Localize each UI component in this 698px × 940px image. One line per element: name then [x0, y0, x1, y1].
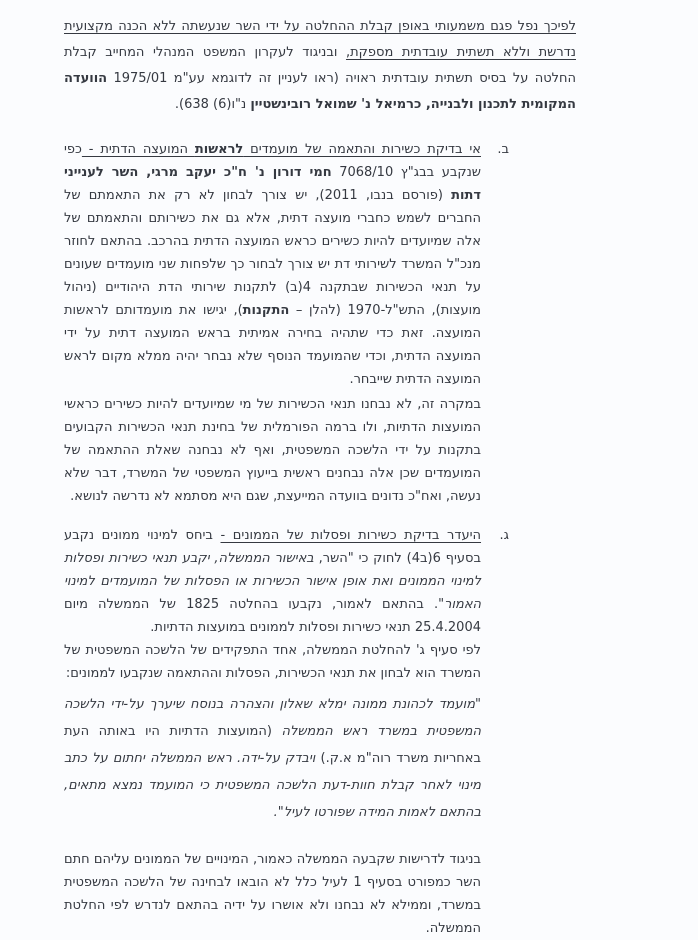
- text-run: התקנות: [242, 303, 290, 318]
- text-run: לפי סעיף ג' להחלטת הממשלה, אחד התפקידים של הלשכה המשפטית של המשרד הוא לבחון את תנאי הכשירות, הפסלות וההתאמה שנקבעו לממונים:: [64, 643, 481, 681]
- section-gimel: [64, 524, 509, 639]
- text-run: ), יגישו את מועמדותם לראשות המועצה. זאת כדי שתהיה בחירה אמיתית בראש המועצה דתית על ידי המועצה הדתית, וכדי שהמועמד הנוסף שלא נבחר יהיה ממלא מקום לראש המועצה הדתית שייבחר.: [64, 303, 481, 387]
- document-body: [64, 14, 576, 940]
- text-run: ביחס למינוי ממונים נקבע בסעיף 6(ב4) לחוק כי "השר,: [64, 528, 481, 566]
- text-run: חמי דורון נ' ח"כ יעקב מרגי, השר לענייני דתות: [64, 165, 481, 203]
- section-bet: [64, 138, 509, 391]
- text-run: לראשות: [194, 142, 244, 157]
- text-run: (פורסם בנבו, 2011), יש צורך לבחון לא רק את התאמתם של החברים לשמש כחברי מועצה דתית, אלא גם את כשירותם והתאמתם של אלה שמיועדים להיות כשירים כראש המועצה הדתית בהרכב. בהתאם לחוזר מנכ"ל המשרד לשירותי דת יש צורך לבחור כך שלפחות שני מועמדים שעונים על תנאי הכשירות שבתקנה 4(ב) לתקנות שירותי הדת היהודיים (ניהול מועצות), התש"ל-1970 (להלן –: [64, 188, 482, 318]
- text-run: באישור הממשלה, יקבע תנאי כשירות ופסלות למינוי הממונים ואת אופן אישור הכשירות או הפסלות של המועמדים למינוי האמור": [64, 551, 481, 612]
- text-run: המועצה הדתית -: [81, 142, 195, 157]
- text-run: כפי שנקבע בבג"ץ 7068/10: [64, 142, 481, 180]
- blockquote-government-decision: [64, 691, 481, 826]
- text-run: . בהתאם לאמור, נקבעו בהחלטה 1825 של הממשלה מיום 25.4.2004 תנאי כשירות ופסלות לממונים במועצות הדתיות.: [64, 597, 481, 635]
- paragraph-case-review: [64, 393, 481, 508]
- section-bet-label: ב.: [497, 142, 509, 157]
- paragraph-legal-bureau-role: [64, 639, 481, 685]
- text-run: ויבדק על-ידה. ראש הממשלה יחתום על כתב מינוי לאחר קבלת חוות-דעת הלשכה המשפטית כי המועמד נמצא מתאים, בהתאם לאמות המידה שפורטו לעיל".: [64, 751, 481, 820]
- intro-paragraph: [64, 14, 576, 118]
- section-gimel-label: ג.: [499, 528, 509, 543]
- section-gimel-text: [64, 524, 481, 639]
- text-run: לפיכך נפל פגם משמעותי באופן קבלת ההחלטה על ידי השר שנעשתה ללא הכנה מקצועית נדרשת וללא תשתית עובדתית מספקת,: [64, 19, 576, 60]
- text-run: ובניגוד לעקרון המשפט המנהלי המחייב קבלת החלטה על בסיס תשתית עובדתית ראויה (ראו לעניין זה לדוגמא עע"מ 1975/01: [64, 45, 576, 86]
- text-run: היעדר בדיקת כשירות ופסלות של הממונים -: [220, 528, 482, 543]
- text-run: "מועמד לכהונת ממונה ימלא שאלון והצהרה בנוסח שיערך על-ידי הלשכה המשפטית במשרד ראש הממשלה: [64, 697, 481, 739]
- paragraph-closing: [64, 848, 481, 940]
- section-bet-text: [64, 138, 481, 391]
- text-run: אי בדיקת כשירות והתאמה של מועמדים: [243, 142, 481, 157]
- text-run: הוועדה המקומית לתכנון ולבנייה, כרמיאל נ' שמואל רובינשטיין: [64, 71, 576, 112]
- text-run: (המועצות הדתיות היו באותה העת באחריות משרד רוה"מ א.ק.): [64, 724, 481, 766]
- text-run: בניגוד לדרישות שקבעה הממשלה כאמור, המינויים של הממונים עליהם חתם השר כמפורט בסעיף 1 לעיל כלל לא הובאו לבחינה של הלשכה המשפטית במשרד, וממילא לא נבחנו ולא אושרו על ידיה בהתאם לנדרש לפי החלטת הממשלה.: [64, 852, 481, 936]
- text-run: נ"ו(6) 638).: [174, 97, 251, 112]
- text-run: במקרה זה, לא נבחנו תנאי הכשירות של מי שמיועדים להיות כשירים כראשי המועצות הדתיות, ולו ברמה הפורמלית של בחינת תנאי הכשירות הקבועים בתקנות על ידי הלשכה המשפטית, ואף לא נבחנה שאלת ההתאמה של המועמדים שכן אלה נבחנים ראשית בייעוץ המשפטי של המשרד, דבר שלא נעשה, ואח"כ נדונים בוועדה המייעצת, שגם היא מסתמא לא נדרשה לנושא.: [64, 397, 481, 504]
